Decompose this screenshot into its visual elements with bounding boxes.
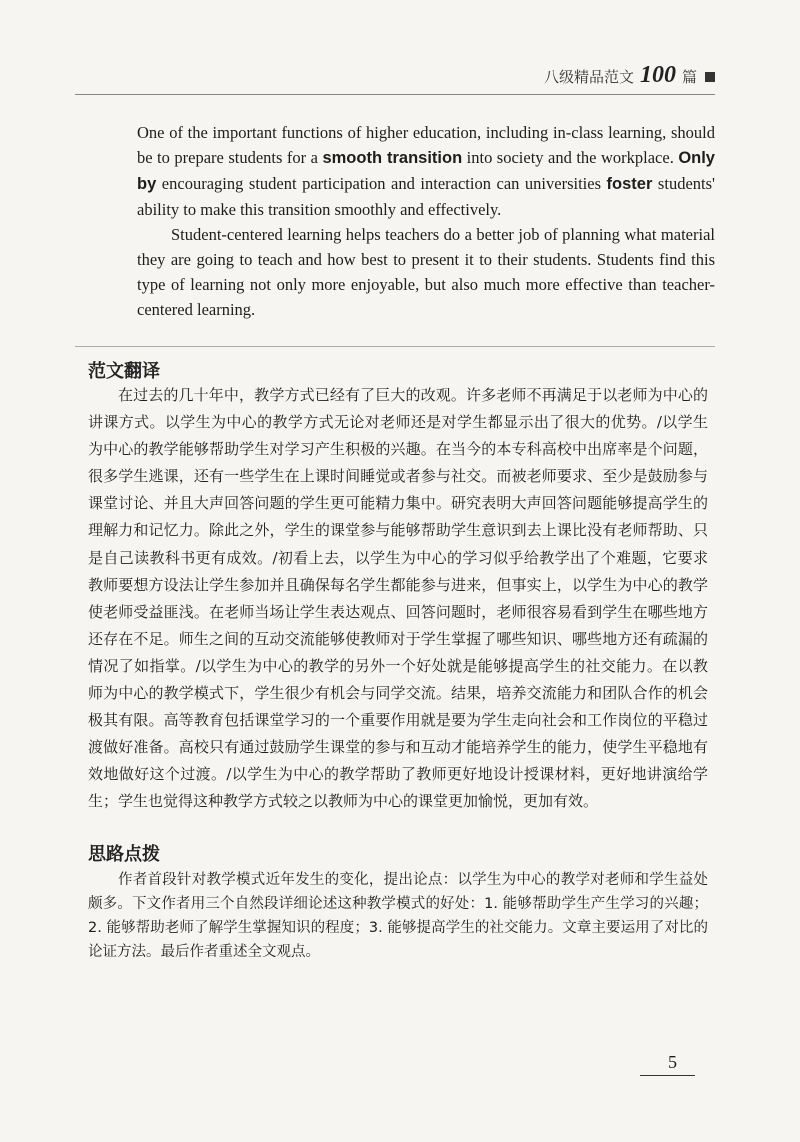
translation-heading: 范文翻译 — [88, 361, 160, 382]
highlight-phrase: Only by — [137, 149, 715, 193]
translation-text: 在过去的几十年中，教学方式已经有了巨大的改观。许多老师不再满足于以老师为中心的讲课方式。以学生为中心的教学方式无论对老师还是对学生都显示出了很大的优势。/以学生为中心的教学能够帮助学生对学习产生积极的兴趣。在当今的本专科高校中出席率是个问题，很多学生逃课，还有一些学生在上课时间睡觉或者参与社交。而被老师要求、至少是鼓励参与课堂讨论、并且大声回答问题的学生更可能精力集中。研究表明大声回答问题能够提高学生的理解力和记忆力。除此之外，学生的课堂参与能够帮助学生意识到去上课比没有老师帮助、只是自己读教科书更有成效。/初看上去，以学生为中心的学习似乎给教学出了个难题，它要求教师要想方设法让学生参加并且确保每名学生都能参与进来，但事实上，以学生为中心的教学使老师受益匪浅。在老师当场让学生表达观点、回答问题时，老师很容易看到学生在哪些地方还存在不足。师生之间的互动交流能够使教师对于学生掌握了哪些知识、哪些地方还有疏漏的情况了如指掌。/以学生为中心的教学的另外一个好处就是能够提高学生的社交能力。在以教师为中心的教学模式下，学生很少有机会与同学交流。结果，培养交流能力和团队合作的机会极其有限。高等教育包括课堂学习的一个重要作用就是要为学生走向社会和工作岗位的平稳过渡做好准备。高校只有通过鼓励学生课堂的参与和互动才能培养学生的能力，使学生平稳地有效地做好这个过渡。/以学生为中心的教学帮助了教师更好地设计授课材料，更好地讲演给学生；学生也觉得这种教学方式较之以教师为中心的课堂更加愉悦，更加有效。 — [88, 386, 708, 811]
essay-paragraph-1: One of the important functions of higher education, including in-class learning, should be to prepare students for a smooth transition into society and the workplace. Only by encouraging student participation and interaction can universities foster students' ability to make this transition smoothly and effectively. — [137, 123, 715, 219]
analysis-text: 作者首段针对教学模式近年发生的变化，提出论点：以学生为中心的教学对老师和学生益处颇多。下文作者用三个自然段详细论述这种教学模式的好处：1. 能够帮助学生产生学习的兴趣；2. 能够帮助老师了解学生掌握知识的程度；3. 能够提高学生的社交能力。文章主要运用了对比的论证方法。最后作者重述全文观点。 — [88, 872, 708, 960]
book-series-number: 100 — [639, 62, 676, 88]
highlight-phrase: foster — [606, 175, 653, 193]
header-block-mark — [705, 72, 715, 82]
book-series-unit: 篇 — [681, 68, 697, 86]
running-header — [544, 62, 715, 89]
header-divider — [75, 94, 715, 95]
essay-paragraph-2: Student-centered learning helps teachers do a better job of planning what material they are going to teach and how best to present it to their students. Students find this type of learning not only more enjoyable, but also much more effective than teacher-centered learning. — [137, 225, 715, 319]
essay-excerpt — [137, 120, 715, 322]
page-number-rule — [640, 1075, 695, 1076]
analysis-heading: 思路点拨 — [88, 844, 160, 865]
highlight-phrase: smooth transition — [322, 149, 463, 167]
book-series-title: 八级精品范文 — [543, 68, 634, 86]
section-divider — [75, 346, 715, 347]
page-number: 5 — [668, 1052, 677, 1072]
